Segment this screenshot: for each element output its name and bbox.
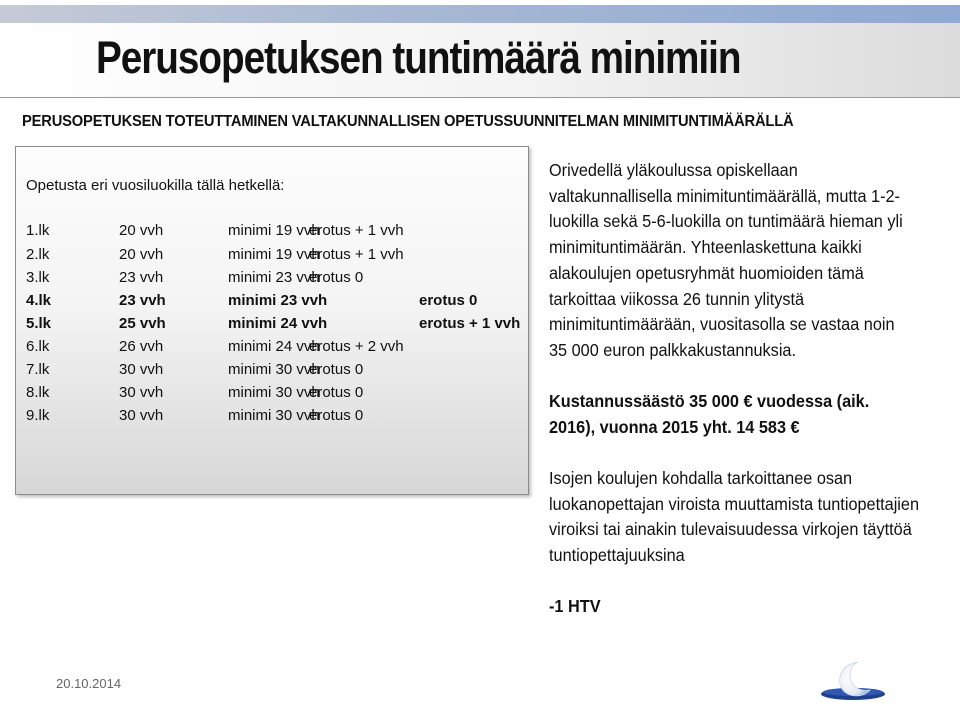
grade-label: 4.lk <box>26 292 52 309</box>
footer-date: 20.10.2014 <box>56 676 122 691</box>
minimum-hours: minimi 23 vvh <box>228 269 320 286</box>
summary-line: valtakunnallisella minimituntimäärällä, mutta 1-2- <box>549 185 900 206</box>
minimum-hours: minimi 30 vvh <box>228 407 320 424</box>
hours-panel <box>15 146 529 495</box>
minimum-hours: minimi 24 vvh <box>228 315 328 332</box>
crescent-moon-logo-icon <box>818 658 888 702</box>
hours-difference: erotus + 1 vvh <box>419 315 521 332</box>
current-hours: 30 vvh <box>119 384 164 401</box>
htv-line: -1 HTV <box>549 596 601 616</box>
current-hours: 26 vvh <box>119 338 164 355</box>
slide-subtitle: PERUSOPETUKSEN TOTEUTTAMINEN VALTAKUNNALLISEN OPETUSSUUNNITELMAN MINIMITUNTIMÄÄRÄLLÄ <box>22 113 794 130</box>
minimum-hours: minimi 30 vvh <box>228 361 320 378</box>
grade-row <box>26 407 526 429</box>
hours-difference: erotus 0 <box>309 384 364 401</box>
summary-line: 35 000 euron palkkakustannuksia. <box>549 339 797 360</box>
hours-difference: erotus + 1 vvh <box>309 222 404 239</box>
current-hours: 23 vvh <box>119 269 164 286</box>
grade-label: 8.lk <box>26 384 50 401</box>
grade-label: 2.lk <box>26 246 50 263</box>
hours-difference: erotus 0 <box>309 269 364 286</box>
summary-line: alakoulujen opetusryhmät huomioiden tämä <box>549 262 864 283</box>
grade-row <box>26 361 526 383</box>
summary-line: minimituntimäärän. Yhteenlaskettuna kaikki <box>549 237 862 258</box>
summary-line: Orivedellä yläkoulussa opiskellaan <box>549 160 798 180</box>
grade-label: 6.lk <box>26 338 50 355</box>
grade-row <box>26 246 526 268</box>
minimum-hours: minimi 30 vvh <box>228 384 320 401</box>
grade-row <box>26 338 526 360</box>
minimum-hours: minimi 19 vvh <box>228 222 320 239</box>
hours-difference: erotus + 2 vvh <box>309 338 404 355</box>
hours-difference: erotus 0 <box>419 292 478 309</box>
current-hours: 20 vvh <box>119 222 164 239</box>
current-hours: 30 vvh <box>119 361 164 378</box>
grade-row <box>26 384 526 406</box>
note-line: Isojen koulujen kohdalla tarkoittanee osan <box>549 468 853 488</box>
minimum-hours: minimi 19 vvh <box>228 246 320 263</box>
savings-line: 2016), vuonna 2015 yht. 14 583 € <box>549 416 800 437</box>
grade-label: 7.lk <box>26 361 50 378</box>
hours-difference: erotus 0 <box>309 361 364 378</box>
grade-label: 3.lk <box>26 269 50 286</box>
note-line: viroiksi tai ainakin tulevaisuudessa virkojen täyttöä <box>549 519 912 540</box>
grade-label: 5.lk <box>26 315 52 332</box>
note-line: luokanopettajan viroista muuttamista tuntiopettajien <box>549 493 920 514</box>
grade-row <box>26 292 526 314</box>
savings-line: Kustannussäästö 35 000 € vuodessa (aik. <box>549 391 870 411</box>
grade-row <box>26 315 526 337</box>
current-hours: 23 vvh <box>119 292 166 309</box>
panel-intro: Opetusta eri vuosiluokilla tällä hetkellä: <box>26 177 285 194</box>
grade-row <box>26 222 526 244</box>
slide-title: Perusopetuksen tuntimäärä minimiin <box>96 32 741 83</box>
note-line: tuntiopettajuuksina <box>549 545 685 566</box>
hours-difference: erotus + 1 vvh <box>309 246 404 263</box>
minimum-hours: minimi 24 vvh <box>228 338 320 355</box>
grade-label: 9.lk <box>26 407 50 424</box>
hours-difference: erotus 0 <box>309 407 364 424</box>
current-hours: 30 vvh <box>119 407 164 424</box>
summary-line: minimituntimäärään, vuositasolla se vastaa noin <box>549 314 895 335</box>
summary-line: tarkoittaa viikossa 26 tunnin ylitystä <box>549 288 805 309</box>
current-hours: 20 vvh <box>119 246 164 263</box>
grade-label: 1.lk <box>26 222 50 239</box>
current-hours: 25 vvh <box>119 315 166 332</box>
minimum-hours: minimi 23 vvh <box>228 292 328 309</box>
top-accent-bar <box>0 5 960 23</box>
summary-line: luokilla sekä 5-6-luokilla on tuntimäärä hieman yli <box>549 211 903 232</box>
grade-row <box>26 269 526 291</box>
